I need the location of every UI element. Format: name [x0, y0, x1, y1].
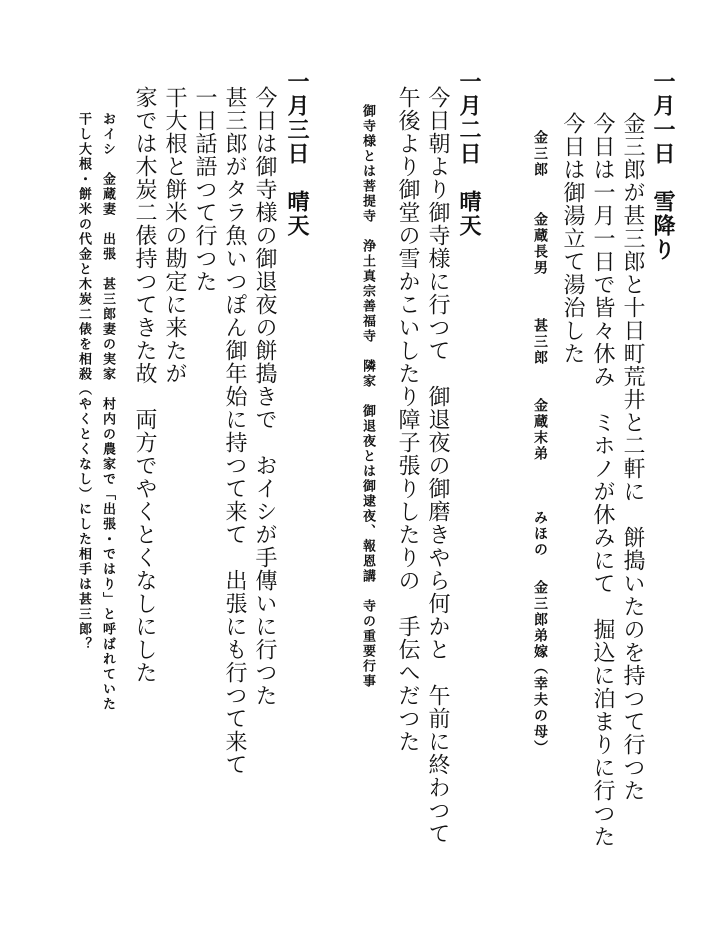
entry3-line-4: 干大根と餅米の勘定に来たが: [162, 86, 187, 385]
entry2-heading: 一月二日 晴天: [456, 70, 482, 238]
entry3-note-2: 干し大根・餅米の代金と木炭二俵を相殺（やくとくなし）にした相手は甚三郎？: [76, 112, 91, 652]
entry1-note-term-2: 甚三郎: [532, 318, 548, 366]
entry1-line-3: 今日は御湯立て湯治した: [560, 112, 585, 365]
entry2-line-1: 今日朝より御寺様に行つて 御退夜の御磨きやら何かと 午前に終わつて: [425, 86, 450, 845]
entry1-note-desc-3: 金三郎弟嫁（幸夫の母）: [532, 580, 548, 756]
entry2-note: 御寺様とは菩提寺 浄土真宗善福寺 隣家 御退夜とは御逮夜、報恩講 寺の重要行事: [360, 104, 375, 689]
entry2-line-2: 午後より御堂の雪かこいしたり障子張りしたりの 手伝へだつた: [395, 86, 420, 753]
entry1-line-1: 金三郎が甚三郎と十日町荒井と二軒に 餅搗いたのを持つて行つた: [620, 112, 645, 802]
entry3-heading: 一月三日 晴天: [284, 70, 310, 238]
entry3-line-2: 甚三郎がタラ魚いつぽん御年始に持つて来て 出張にも行つて来て: [222, 86, 247, 776]
entry1-note-desc-2: 金蔵末弟: [532, 398, 548, 462]
entry1-note-desc-1: 金蔵長男: [532, 212, 548, 276]
entry3-note-1: おイシ 金蔵妻 出張 甚三郎妻の実家 村内の農家で「出張・ではり」と呼ばれていた: [100, 112, 115, 712]
entry3-line-3: 一日話語つて行つた: [192, 86, 217, 293]
entry1-line-2: 今日は一月一日で皆々休み ミホノが休みにて 掘込に泊まりに行つた: [590, 112, 615, 848]
entry1-heading: 一月一日 雪降り: [650, 70, 676, 262]
entry3-line-1: 今日は御寺様の御退夜の餅搗きで おイシが手傳いに行つた: [252, 86, 277, 707]
entry1-note-term-3: みほの: [532, 510, 548, 558]
entry3-line-5: 家では木炭二俵持つてきた故 両方でやくとくなしにした: [132, 86, 157, 684]
entry1-note-term-1: 金三郎: [532, 130, 548, 178]
